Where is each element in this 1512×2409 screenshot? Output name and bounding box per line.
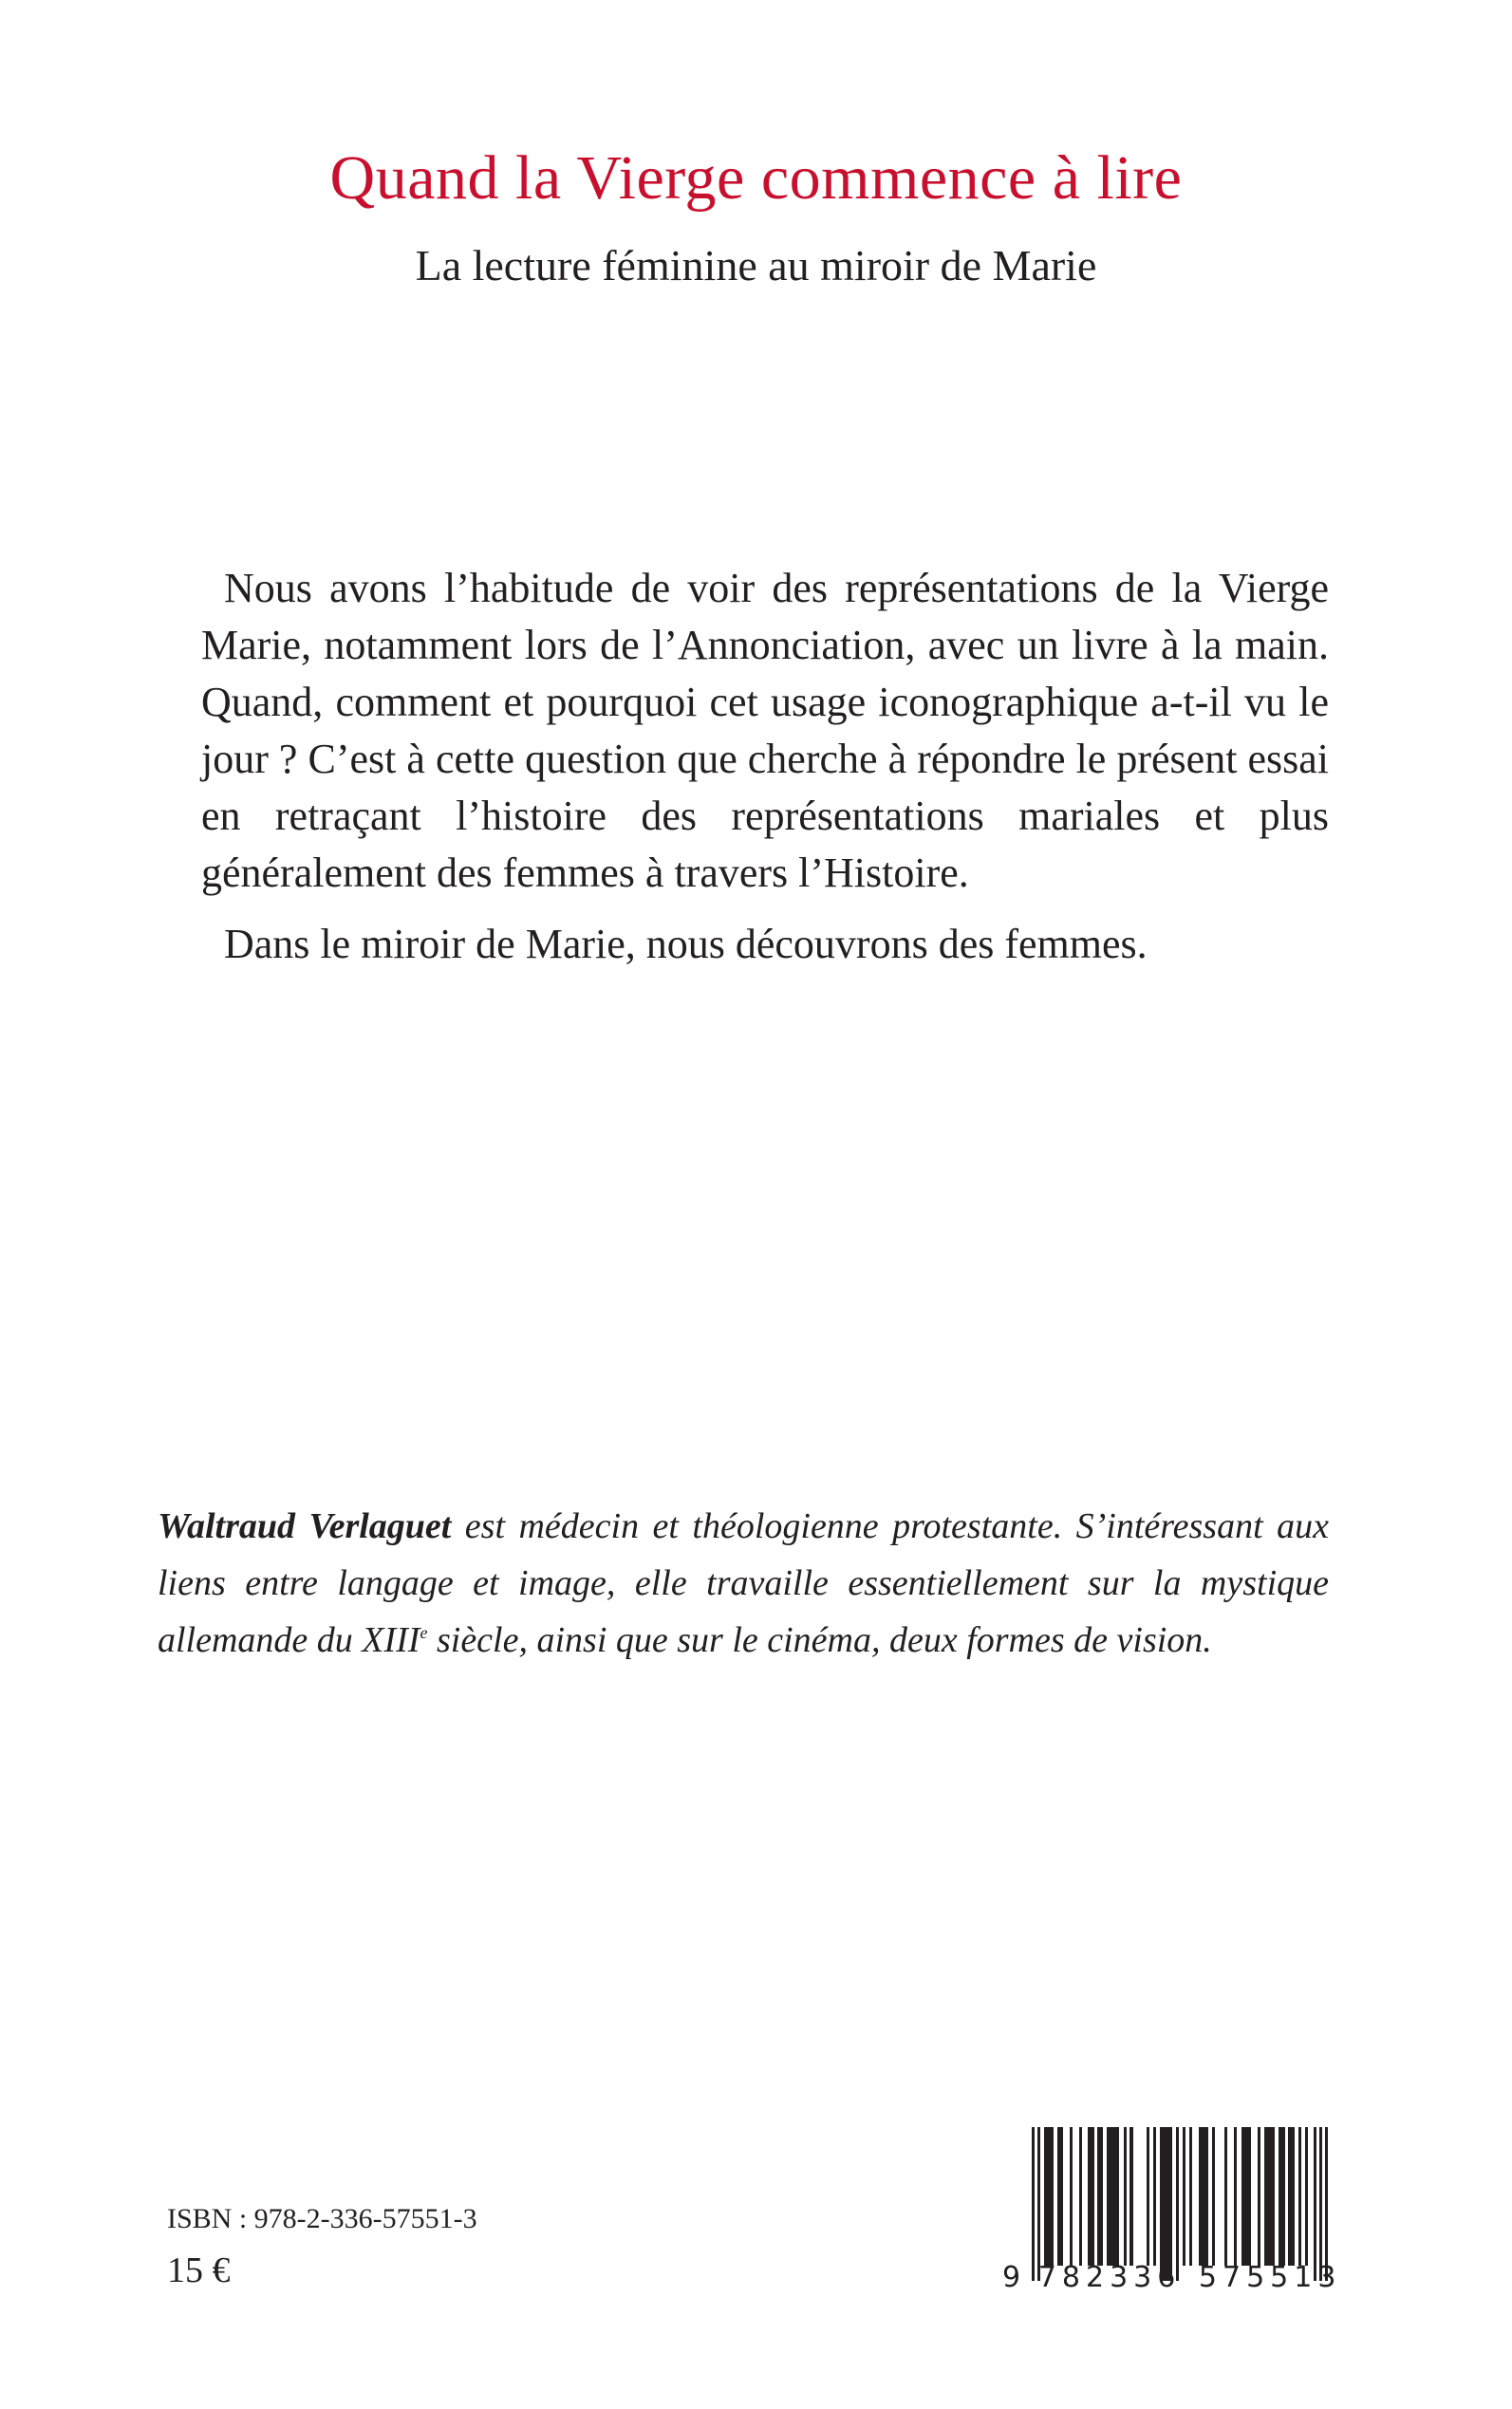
blurb-paragraph: Nous avons l’habitude de voir des représentations de la Vierge Marie, notamment lors de l’Annonciation, avec un livre à la main. Quand, comment et pourquoi cet usage iconographique a-t-il vu le jour ? C’est à cette question que cherche à répondre le présent essai en retraçant l’histoire des représentations mariales et plus généralement des femmes à travers l’Histoire. xyxy=(201,565,1329,896)
author-name: Waltraud Verlaguet xyxy=(158,1506,452,1546)
isbn: ISBN : 978-2-336-57551-3 xyxy=(167,2203,477,2234)
book-subtitle: La lecture féminine au miroir de Marie xyxy=(415,241,1097,289)
price: 15 € xyxy=(167,2250,231,2290)
blurb-closing-line: Dans le miroir de Marie, nous découvrons des femmes. xyxy=(224,921,1148,967)
author-bio-text: est médecin et théologienne protestante. S’intéressant aux liens entre langage et image, elle travaille essentiellement sur la mystique allemande du XIII xyxy=(158,1506,1329,1660)
author-bio-text-end: siècle, ainsi que sur le cinéma, deux formes de vision. xyxy=(427,1620,1212,1660)
barcode-number xyxy=(1002,2261,1350,2295)
barcode-left-digits: 782336 xyxy=(1037,2261,1182,2294)
barcode-right-digits: 575513 xyxy=(1198,2261,1342,2294)
author-bio xyxy=(158,1498,1329,1669)
book-title: Quand la Vierge commence à lire xyxy=(329,143,1183,213)
century-superscript: e xyxy=(420,1623,428,1642)
blurb xyxy=(201,560,1329,973)
barcode-first-digit: 9 xyxy=(1002,2261,1021,2294)
